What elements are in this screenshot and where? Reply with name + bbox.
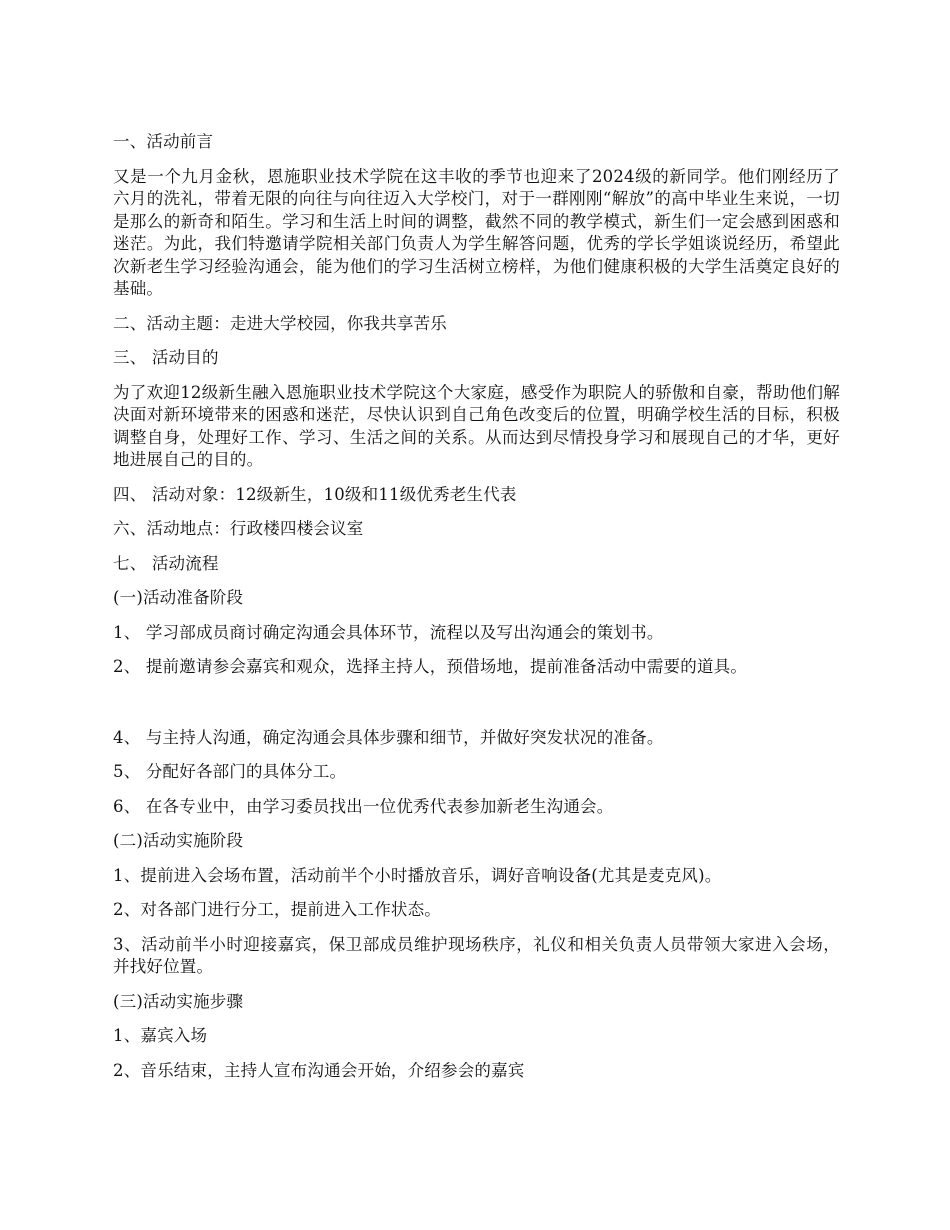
list-item: 3、活动前半小时迎接嘉宾，保卫部成员维护现场秩序，礼仪和相关负责人员带领大家进入会场，并找好位置。 (113, 934, 840, 976)
subsection-heading-implementation: (二)活动实施阶段 (113, 831, 244, 850)
section-heading-audience: 四、 活动对象：12级新生，10级和11级优秀老生代表 (113, 484, 517, 504)
list-item: 1、提前进入会场布置，活动前半个小时播放音乐，调好音响设备(尤其是麦克风)。 (113, 865, 722, 885)
subsection-heading-steps: (三)活动实施步骤 (113, 991, 244, 1011)
list-item: 6、 在各专业中，由学习委员找出一位优秀代表参加新老生沟通会。 (113, 796, 614, 816)
section-heading-theme: 二、活动主题：走进大学校园，你我共享苦乐 (113, 313, 447, 333)
section-heading-location: 六、活动地点：行政楼四楼会议室 (113, 519, 364, 538)
list-item: 1、嘉宾入场 (113, 1026, 208, 1045)
section-heading-preface: 一、活动前言 (113, 132, 214, 151)
list-item: 4、 与主持人沟通，确定沟通会具体步骤和细节，并做好突发状况的准备。 (113, 727, 664, 747)
list-item: 2、对各部门进行分工，提前进入工作状态。 (113, 900, 441, 919)
section-heading-purpose: 三、 活动目的 (113, 348, 219, 367)
list-item: 1、 学习部成员商讨确定沟通会具体环节，流程以及写出沟通会的策划书。 (113, 622, 664, 642)
section-heading-process: 七、 活动流程 (113, 553, 219, 573)
list-item: 2、音乐结束，主持人宣布沟通会开始，介绍参会的嘉宾 (113, 1060, 525, 1080)
paragraph-purpose: 为了欢迎12级新生融入恩施职业技术学院这个大家庭，感受作为职院人的骄傲和自豪，帮助他们解决面对新环境带来的困惑和迷茫，尽快认识到自己角色改变后的位置，明确学校生活的目标，积极调整自身，处理好工作、学习、生活之间的关系。从而达到尽情投身学习和展现自己的才华，更好地进展自己的目的。 (113, 382, 840, 469)
blank-gap (113, 691, 840, 727)
paragraph-preface: 又是一个九月金秋，恩施职业技术学院在这丰收的季节也迎来了2024级的新同学。他们刚经历了六月的洗礼，带着无限的向往与向往迈入大学校门，对于一群刚刚“解放”的高中毕业生来说，一切是那么的新奇和陌生。学习和生活上时间的调整，截然不同的教学模式，新生们一定会感到困惑和迷茫。为此，我们特邀请学院相关部门负责人为学生解答问题，优秀的学长学姐谈说经历，希望此次新老生学习经验沟通会，能为他们的学习生活树立榜样，为他们健康积极的大学生活奠定良好的基础。 (113, 166, 840, 298)
list-item: 5、 分配好各部门的具体分工。 (113, 762, 347, 781)
list-item: 2、 提前邀请参会嘉宾和观众，选择主持人，预借场地，提前准备活动中需要的道具。 (113, 657, 748, 676)
subsection-heading-preparation: (一)活动准备阶段 (113, 588, 244, 607)
